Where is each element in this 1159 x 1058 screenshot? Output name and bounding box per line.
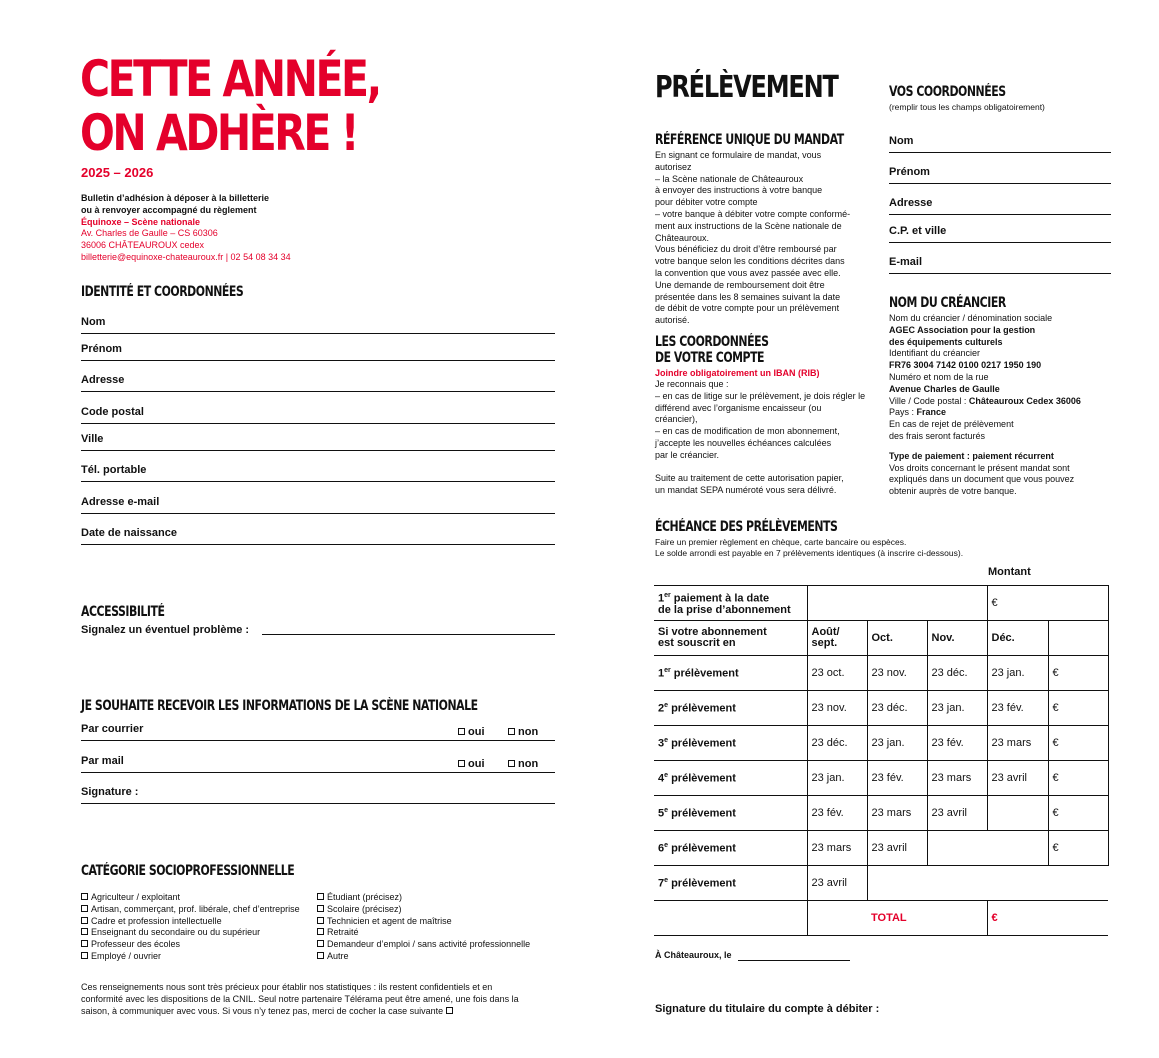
csp-option[interactable]: Cadre et profession intellectuelle <box>81 916 300 928</box>
name-field[interactable]: Nom <box>81 316 555 334</box>
privacy-notice: Ces renseignements nous sont très précieux pour établir nos statistiques : ils restent confidentiels et en conformité avec les dispositions de la CNIL. Seul notre partenaire Télérama peut être amené, une fois dans la saison, à communiquer avec vous. Si vous n’y tenez pas, merci de cocher la case suivante <box>81 982 519 1016</box>
text-line: votre banque selon les conditions décrites dans <box>655 256 845 267</box>
amount-cell[interactable]: € <box>1048 656 1108 691</box>
month-header: Oct. <box>867 621 927 656</box>
debtor-name-field[interactable]: Nom <box>889 135 1111 153</box>
text-line <box>655 462 875 474</box>
birthdate-field[interactable]: Date de naissance <box>81 527 555 545</box>
amount-cell[interactable]: € <box>1048 831 1108 866</box>
csp-option[interactable]: Technicien et agent de maîtrise <box>317 916 530 928</box>
text-line: différend avec l’organisme encaisseur (ou <box>655 402 822 413</box>
debtor-firstname-field[interactable]: Prénom <box>889 166 1111 184</box>
text-line: j’accepte les nouvelles échéances calculées <box>655 437 832 448</box>
text-line: – votre banque à débiter votre compte conformé- <box>655 208 851 219</box>
by-email-row: Par mail <box>81 755 555 773</box>
account-text <box>655 379 875 497</box>
page-title: CETTE ANNÉE, ON ADHÈRE ! <box>80 50 380 162</box>
mobile-field[interactable]: Tél. portable <box>81 464 555 482</box>
table-row: 2e prélèvement 23 nov. 23 déc. 23 jan. 23 fév. € <box>654 691 1108 726</box>
date-input[interactable] <box>738 950 850 961</box>
accessibility-input[interactable] <box>262 634 555 635</box>
csp-option[interactable]: Professeur des écoles <box>81 939 300 951</box>
csp-column-2 <box>317 892 530 963</box>
first-payment-date-cell[interactable] <box>807 586 987 621</box>
account-heading: LES COORDONNÉES DE VOTRE COMPTE <box>655 334 769 366</box>
place-date: À Châteauroux, le <box>655 950 850 961</box>
email-yes-checkbox[interactable]: oui <box>458 758 485 770</box>
text-line: présentée dans les 8 semaines suivant la date <box>655 291 841 302</box>
csp-column-1 <box>81 892 300 963</box>
optout-checkbox[interactable] <box>446 1007 453 1014</box>
table-row: 3e prélèvement 23 déc. 23 jan. 23 fév. 23 mars € <box>654 726 1108 761</box>
text-line: par le créancier. <box>655 449 720 460</box>
text-line: – en cas de litige sur le prélèvement, je dois régler le <box>655 390 866 401</box>
schedule-heading: ÉCHÉANCE DES PRÉLÈVEMENTS <box>655 519 838 535</box>
amount-header: Montant <box>988 566 1031 578</box>
text-line: Suite au traitement de cette autorisation papier, <box>655 473 844 484</box>
schedule-table <box>654 585 1109 936</box>
csp-option[interactable]: Scolaire (précisez) <box>317 904 530 916</box>
accessibility-label: Signalez un éventuel problème : <box>81 624 250 636</box>
mandate-text <box>655 150 860 327</box>
firstname-field[interactable]: Prénom <box>81 343 555 361</box>
csp-option[interactable]: Artisan, commerçant, prof. libérale, chef d’entreprise <box>81 904 300 916</box>
schedule-note: Faire un premier règlement en chèque, carte bancaire ou espèces. Le solde arrondi est payable en 7 prélèvements identiques (à inscrire ci-dessous). <box>655 537 964 558</box>
csp-option[interactable]: Étudiant (précisez) <box>317 892 530 904</box>
month-header: Nov. <box>927 621 987 656</box>
identity-heading: IDENTITÉ ET COORDONNÉES <box>81 284 244 300</box>
email-field[interactable]: Adresse e-mail <box>81 496 555 514</box>
debtor-email-field[interactable]: E-mail <box>889 256 1111 274</box>
total-label: TOTAL <box>867 901 987 936</box>
text-line: pour débiter votre compte <box>655 197 758 208</box>
csp-option[interactable]: Enseignant du secondaire ou du supérieur <box>81 927 300 939</box>
text-line: à envoyer des instructions à votre banque <box>655 185 823 196</box>
postal-code-field[interactable]: Code postal <box>81 406 555 424</box>
text-line: ment aux instructions de la Scène nationale de <box>655 220 842 231</box>
account-signature-label: Signature du titulaire du compte à débiter : <box>655 1003 880 1015</box>
intro: Bulletin d’adhésion à déposer à la billetterie ou à renvoyer accompagné du règlement Équinoxe – Scène nationale Av. Charles de Gaulle – CS 60306 36006 CHÂTEAUROUX cedex billetterie@equinoxe-chateauroux.fr | 02 54 08 34 34 <box>81 193 291 262</box>
text-line: la convention que vous avez passée avec elle. <box>655 267 841 278</box>
info-heading: JE SOUHAITE RECEVOIR LES INFORMATIONS DE LA SCÈNE NATIONALE <box>81 698 478 714</box>
text-line: – la Scène nationale de Châteauroux <box>655 173 804 184</box>
table-row: 7e prélèvement 23 avril <box>654 866 1108 901</box>
table-row: 4e prélèvement 23 jan. 23 fév. 23 mars 23 avril € <box>654 761 1108 796</box>
mail-yes-checkbox[interactable]: oui <box>458 726 485 738</box>
amount-cell[interactable]: € <box>1048 726 1108 761</box>
table-row: 5e prélèvement 23 fév. 23 mars 23 avril € <box>654 796 1108 831</box>
table-row: 1er prélèvement 23 oct. 23 nov. 23 déc. 23 jan. € <box>654 656 1108 691</box>
text-line: Je reconnais que : <box>655 379 729 389</box>
amount-cell[interactable]: € <box>1048 796 1108 831</box>
text-line: de débit de votre compte pour un prélèvement <box>655 303 840 314</box>
address-field[interactable]: Adresse <box>81 374 555 392</box>
debit-title: PRÉLÈVEMENT <box>655 70 838 105</box>
text-line: – en cas de modification de mon abonnement, <box>655 426 840 437</box>
coords-heading: VOS COORDONNÉES <box>889 84 1006 100</box>
table-row: 6e prélèvement 23 mars 23 avril € <box>654 831 1108 866</box>
coords-subtitle: (remplir tous les champs obligatoirement) <box>889 102 1045 112</box>
mail-no-checkbox[interactable]: non <box>508 726 538 738</box>
text-line: autorisé. <box>655 315 690 326</box>
debtor-address-field[interactable]: Adresse <box>889 197 1111 215</box>
table-row: 1er paiement à la date de la prise d’abonnement € <box>654 586 1108 621</box>
month-header: Août/ sept. <box>807 621 867 656</box>
iban-required: Joindre obligatoirement un IBAN (RIB) <box>655 368 820 378</box>
text-line: En signant ce formulaire de mandat, vous autorisez <box>655 150 822 172</box>
csp-option[interactable]: Demandeur d’emploi / sans activité professionnelle <box>317 939 530 951</box>
creditor-info: Nom du créancier / dénomination sociale AGEC Association pour la gestion des équipements culturels Identifiant du créancier FR76 3004 7142 0100 0217 1950 190 Numéro et nom de la rue Avenue Charles de Gaulle Ville / Code postal : Châteauroux Cedex 36006 Pays : France En cas de rejet de prélèvement des frais seront facturés Type de paiement : paiement récurrent Vos droits concernant le présent mandat sont expliqués dans un document que vous pouvez obtenir auprès de votre banque. <box>889 313 1081 497</box>
amount-cell[interactable]: € <box>1048 691 1108 726</box>
accessibility-heading: ACCESSIBILITÉ <box>81 604 165 620</box>
mandate-heading: RÉFÉRENCE UNIQUE DU MANDAT <box>655 132 844 148</box>
debtor-city-field[interactable]: C.P. et ville <box>889 225 1111 243</box>
season: 2025 – 2026 <box>81 165 154 180</box>
signature-field[interactable]: Signature : <box>81 786 555 804</box>
text-line: créancier), <box>655 414 698 425</box>
text-line: Vous bénéficiez du droit d’être remboursé par <box>655 244 837 255</box>
creditor-heading: NOM DU CRÉANCIER <box>889 295 1006 311</box>
month-header: Déc. <box>987 621 1048 656</box>
table-row: Si votre abonnement est souscrit en Août/ sept. Oct. Nov. Déc. <box>654 621 1108 656</box>
first-payment-amount[interactable]: € <box>987 586 1108 621</box>
text-line: Châteauroux. <box>655 232 710 243</box>
csp-heading: CATÉGORIE SOCIOPROFESSIONNELLE <box>81 863 295 879</box>
csp-option[interactable]: Agriculteur / exploitant <box>81 892 300 904</box>
by-mail-row: Par courrier <box>81 723 555 741</box>
email-no-checkbox[interactable]: non <box>508 758 538 770</box>
city-field[interactable]: Ville <box>81 433 555 451</box>
contact-line: billetterie@equinoxe-chateauroux.fr | 02 54 08 34 34 <box>81 251 291 262</box>
table-row <box>654 901 1108 936</box>
text-line: Une demande de remboursement doit être <box>655 279 825 290</box>
total-amount[interactable]: € <box>987 901 1108 936</box>
csp-option[interactable]: Employé / ouvrier <box>81 951 300 963</box>
csp-option[interactable]: Retraité <box>317 927 530 939</box>
amount-cell[interactable]: € <box>1048 761 1108 796</box>
csp-option[interactable]: Autre <box>317 951 530 963</box>
text-line: un mandat SEPA numéroté vous sera délivré. <box>655 485 837 496</box>
